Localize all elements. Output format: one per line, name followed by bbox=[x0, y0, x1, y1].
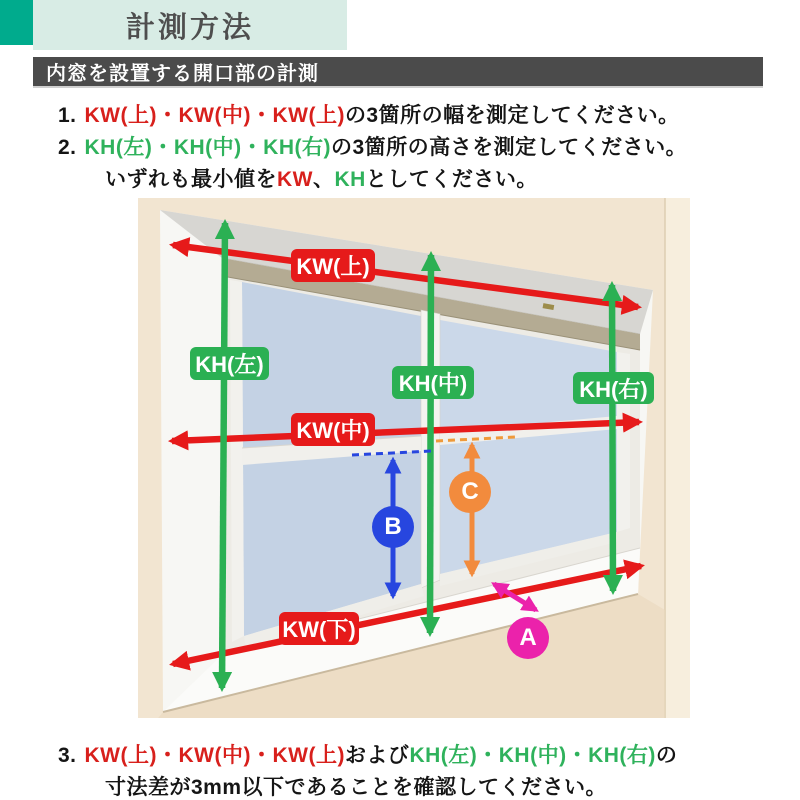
instruction-line-2 bbox=[58, 131, 687, 161]
window-photo bbox=[138, 198, 690, 718]
kh-right-arrow bbox=[612, 285, 613, 591]
kh-left-arrow bbox=[222, 223, 225, 688]
instruction-line-1 bbox=[58, 99, 680, 129]
kh-terms: KH(左)・KH(中)・KH(右) bbox=[84, 136, 331, 159]
item-number: 3. bbox=[58, 744, 77, 767]
kh-mid-arrow bbox=[430, 255, 431, 633]
instruction-line-3b bbox=[105, 771, 607, 800]
marker-a: A bbox=[507, 617, 549, 659]
instruction-line-3 bbox=[58, 739, 677, 769]
teal-accent-block bbox=[0, 0, 33, 45]
kw-term: KW bbox=[277, 168, 313, 191]
instruction-text: の bbox=[655, 744, 678, 767]
section-title: 内窓を設置する開口部の計測 bbox=[46, 63, 319, 85]
wall-corner-strip bbox=[665, 198, 690, 718]
kh-left-label: KH(左) bbox=[190, 347, 269, 380]
kh-terms: KH(左)・KH(中)・KH(右) bbox=[409, 744, 656, 767]
instruction-text: の3箇所の幅を測定してください。 bbox=[344, 104, 680, 127]
kh-term: KH bbox=[334, 168, 366, 191]
marker-b: B bbox=[372, 506, 414, 548]
instruction-text: いずれも最小値を bbox=[105, 168, 277, 191]
item-number: 1. bbox=[58, 104, 77, 127]
instruction-text: としてください。 bbox=[365, 168, 538, 191]
instruction-text: 寸法差が3mm以下であることを確認してください。 bbox=[105, 776, 608, 799]
title-bar bbox=[33, 0, 347, 50]
section-header-bar bbox=[33, 57, 763, 86]
kw-mid-label: KW(中) bbox=[291, 413, 375, 446]
left-stile bbox=[230, 280, 244, 642]
kw-top-label: KW(上) bbox=[291, 249, 375, 282]
kw-terms: KW(上)・KW(中)・KW(上) bbox=[84, 104, 345, 127]
instruction-line-2b bbox=[105, 163, 538, 193]
kh-mid-label: KH(中) bbox=[392, 366, 474, 399]
comma: 、 bbox=[313, 168, 335, 191]
instruction-text: および bbox=[344, 744, 410, 767]
kh-right-label: KH(右) bbox=[573, 372, 654, 404]
marker-c: C bbox=[449, 471, 491, 513]
kw-terms: KW(上)・KW(中)・KW(上) bbox=[84, 744, 345, 767]
kw-bottom-label: KW(下) bbox=[279, 612, 359, 645]
item-number: 2. bbox=[58, 136, 77, 159]
page-title: 計測方法 bbox=[125, 11, 254, 44]
instruction-text: の3箇所の高さを測定してください。 bbox=[330, 136, 688, 159]
glass-right bbox=[440, 320, 617, 574]
